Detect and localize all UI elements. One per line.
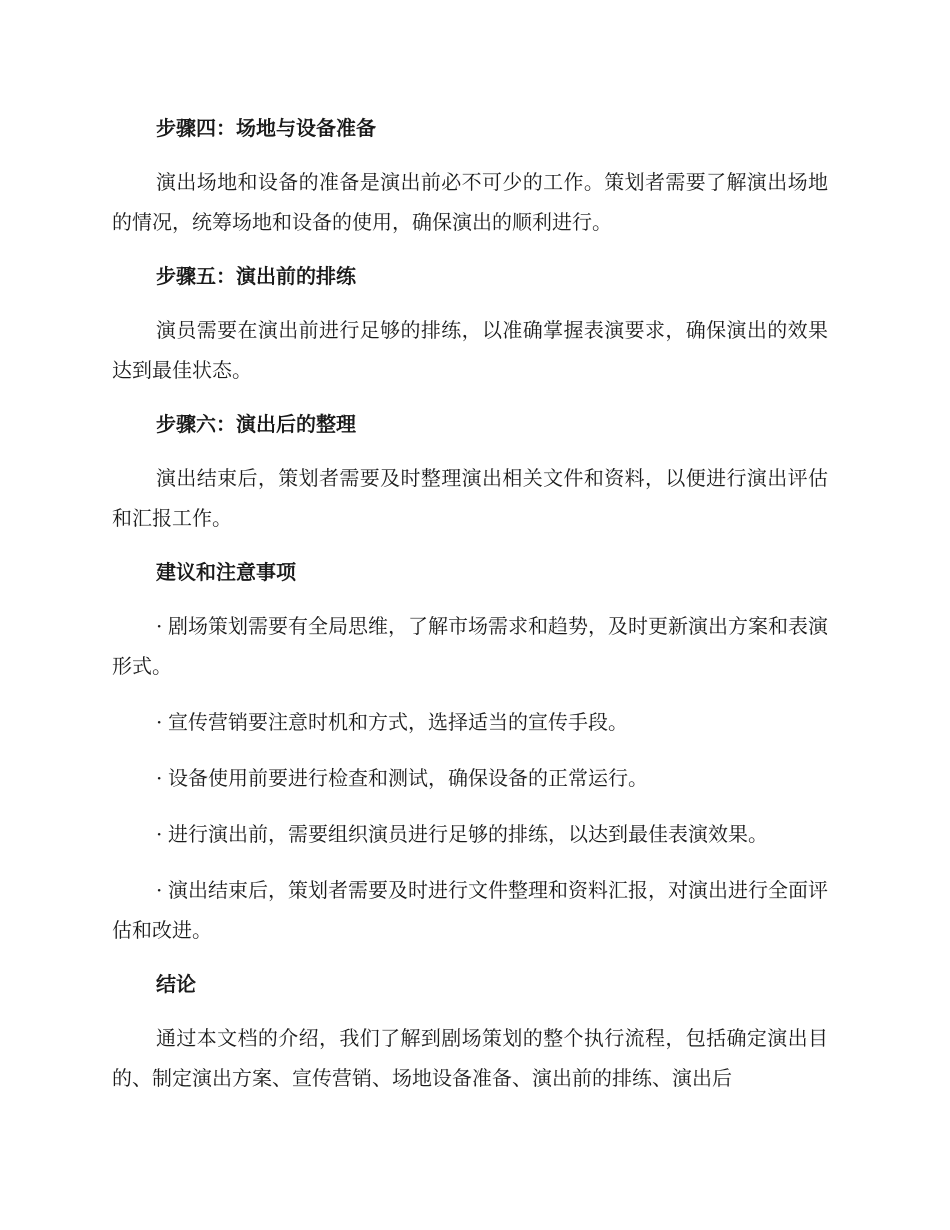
bullet-dot: · [156, 614, 163, 638]
bullet-dot: · [156, 710, 163, 734]
section-text-step4: 演出场地和设备的准备是演出前必不可少的工作。策划者需要了解演出场地的情况，统筹场地和设备的使用，确保演出的顺利进行。 [112, 170, 828, 234]
section-text-step6: 演出结束后，策划者需要及时整理演出相关文件和资料，以便进行演出评估和汇报工作。 [112, 466, 828, 530]
advice-item-text: 演出结束后，策划者需要及时进行文件整理和资料汇报，对演出进行全面评估和改进。 [112, 878, 828, 942]
section-text-conclusion: 通过本文档的介绍，我们了解到剧场策划的整个执行流程，包括确定演出目的、制定演出方案、宣传营销、场地设备准备、演出前的排练、演出后 [112, 1026, 828, 1090]
advice-item-text: 进行演出前，需要组织演员进行足够的排练，以达到最佳表演效果。 [168, 822, 768, 846]
section-heading-step4: 步骤四：场地与设备准备 [156, 116, 376, 140]
advice-item [112, 702, 828, 742]
bullet-dot: · [156, 822, 163, 846]
advice-item [112, 758, 828, 798]
advice-item-text: 剧场策划需要有全局思维，了解市场需求和趋势，及时更新演出方案和表演形式。 [112, 614, 828, 678]
section-text-step5: 演员需要在演出前进行足够的排练，以准确掌握表演要求，确保演出的效果达到最佳状态。 [112, 318, 828, 382]
bullet-dot: · [156, 878, 163, 902]
section-heading-step6: 步骤六：演出后的整理 [156, 412, 356, 436]
section-heading-step5: 步骤五：演出前的排练 [156, 264, 356, 288]
section-heading-conclusion: 结论 [156, 972, 196, 996]
advice-item [112, 606, 828, 686]
document-page [112, 110, 828, 1114]
section-heading-advice: 建议和注意事项 [156, 560, 296, 584]
advice-item-text: 设备使用前要进行检查和测试，确保设备的正常运行。 [168, 766, 648, 790]
advice-item [112, 814, 828, 854]
advice-item [112, 870, 828, 950]
bullet-dot: · [156, 766, 163, 790]
advice-item-text: 宣传营销要注意时机和方式，选择适当的宣传手段。 [168, 710, 628, 734]
